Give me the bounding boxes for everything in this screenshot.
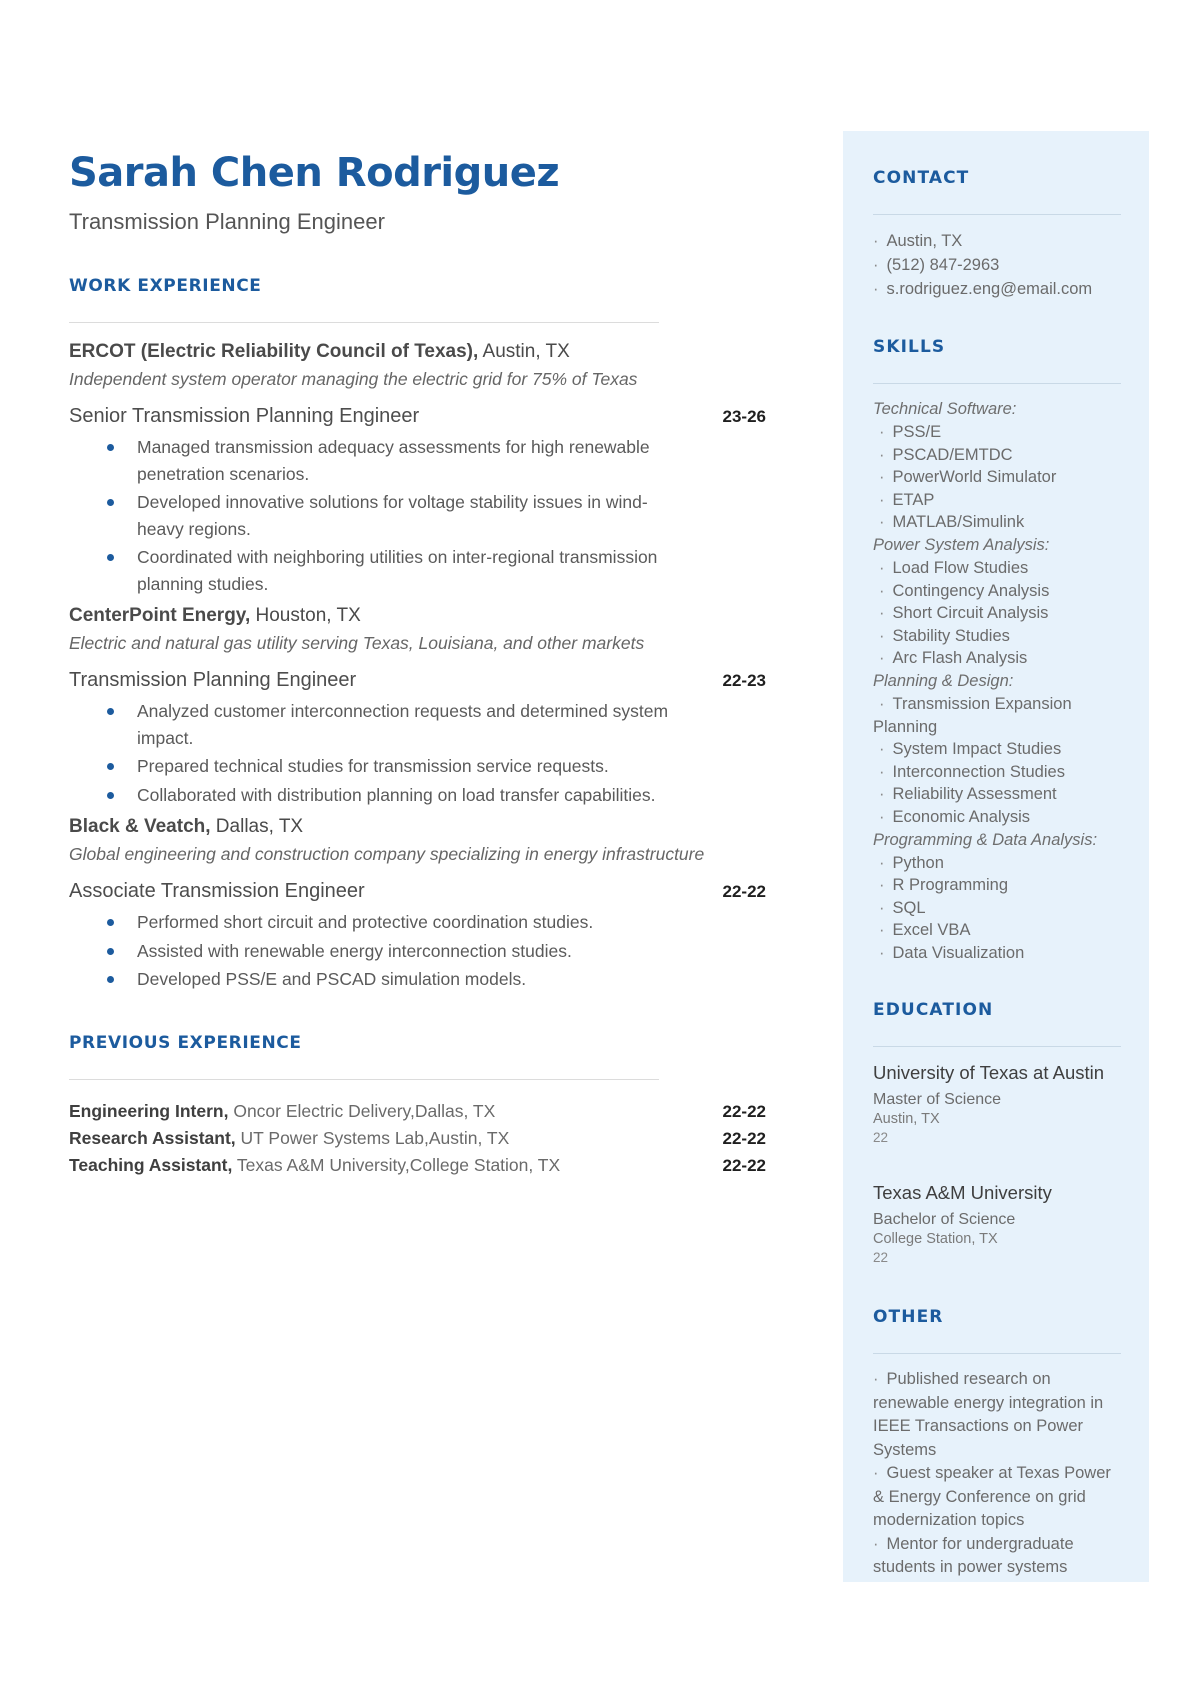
skill-item: · Python	[879, 853, 944, 872]
bullet-item: Developed PSS/E and PSCAD simulation models.	[69, 966, 669, 993]
prev-org: UT Power Systems Lab,Austin, TX	[235, 1127, 510, 1148]
other-heading: OTHER	[873, 1307, 944, 1328]
bullet-item: Developed innovative solutions for voltage stability issues in wind-heavy regions.	[69, 489, 669, 542]
sidebar-divider	[873, 383, 1121, 384]
skill-item: · Arc Flash Analysis	[879, 649, 1028, 668]
education-entry	[873, 1061, 1121, 1147]
bullet-icon: ·	[879, 626, 885, 645]
sidebar	[843, 131, 1149, 1580]
prev-experience-row	[69, 1098, 766, 1125]
other-item: · Mentor for undergraduate students in power systems	[873, 1534, 1074, 1577]
role-dates: 23-26	[722, 407, 766, 426]
company-description: Electric and natural gas utility serving Texas, Louisiana, and other markets	[69, 633, 645, 653]
role-bullets	[69, 909, 669, 993]
prev-role: Research Assistant,	[69, 1127, 236, 1148]
sidebar-divider	[873, 1046, 1121, 1047]
section-divider	[69, 1079, 659, 1080]
role-row	[69, 401, 766, 432]
other-item: · Guest speaker at Texas Power & Energy Conference on grid modernization topics	[873, 1464, 1111, 1530]
contact-phone: (512) 847-2963	[886, 256, 1000, 274]
bullet-icon: ·	[879, 513, 885, 532]
other-list	[873, 1368, 1121, 1580]
bullet-icon: ·	[879, 898, 885, 917]
company-name: ERCOT (Electric Reliability Council of Texas),	[69, 341, 479, 362]
skills-heading: SKILLS	[873, 337, 946, 357]
company-name-line	[69, 339, 766, 365]
skill-group-label: Technical Software:	[873, 400, 1017, 418]
skill-item: · Contingency Analysis	[879, 581, 1050, 600]
prev-experience-row	[69, 1125, 766, 1152]
skill-item: · PSS/E	[879, 423, 942, 441]
skill-item: · Reliability Assessment	[879, 785, 1057, 804]
bullet-icon: ·	[879, 604, 885, 623]
sidebar-content	[843, 131, 1149, 1580]
skill-item: · PSCAD/EMTDC	[879, 445, 1013, 464]
skill-item: · Load Flow Studies	[879, 558, 1029, 577]
company-name-line	[69, 814, 766, 840]
role-dates: 22-22	[722, 882, 766, 901]
graduation-year: 22	[873, 1250, 889, 1266]
prev-role: Engineering Intern,	[69, 1100, 229, 1121]
education-entry	[873, 1181, 1121, 1267]
prev-role-org	[69, 1152, 560, 1179]
bullet-icon: ·	[879, 423, 885, 441]
company-entry-centerpoint	[69, 603, 766, 808]
bullet-item: Prepared technical studies for transmission service requests.	[69, 753, 669, 780]
contact-item-location	[873, 229, 1121, 253]
degree: Master of Science	[873, 1090, 1002, 1108]
skill-item: · Transmission Expansion Planning	[873, 694, 1072, 736]
prev-dates: 22-22	[722, 1128, 766, 1148]
prev-role-org	[69, 1125, 509, 1152]
skill-item: · Excel VBA	[879, 921, 971, 940]
skill-group-label: Planning & Design:	[873, 671, 1014, 690]
bullet-icon: ·	[879, 807, 885, 826]
bullet-icon: ·	[879, 785, 885, 804]
company-name: Black & Veatch,	[69, 816, 211, 837]
main-column	[69, 148, 766, 1179]
bullet-icon: ·	[873, 1370, 879, 1389]
bullet-icon: ·	[879, 740, 885, 759]
bullet-icon: ·	[873, 280, 879, 298]
degree: Bachelor of Science	[873, 1210, 1016, 1228]
contact-location: Austin, TX	[886, 232, 963, 250]
bullet-item: Performed short circuit and protective coordination studies.	[69, 909, 669, 936]
other-item: · Published research on renewable energy integration in IEEE Transactions on Power Systems	[873, 1370, 1104, 1459]
bullet-item: Analyzed customer interconnection requests and determined system impact.	[69, 698, 669, 751]
previous-experience-list	[69, 1098, 766, 1179]
bullet-icon: ·	[879, 468, 885, 487]
prev-experience-row	[69, 1152, 766, 1179]
company-entry-ercot	[69, 339, 766, 597]
bullet-icon: ·	[879, 490, 885, 509]
bullet-icon: ·	[879, 853, 885, 872]
school-name: Texas A&M University	[873, 1182, 1052, 1204]
prev-org: Texas A&M University,College Station, TX	[232, 1154, 561, 1175]
contact-list	[873, 229, 1121, 301]
skills-list	[873, 398, 1121, 964]
sidebar-divider	[873, 1353, 1121, 1354]
bullet-icon: ·	[873, 1534, 879, 1553]
role-row	[69, 876, 766, 907]
skill-item: · MATLAB/Simulink	[879, 513, 1025, 532]
prev-role-org	[69, 1098, 495, 1125]
skill-item: · Data Visualization	[879, 943, 1025, 962]
sidebar-divider	[873, 214, 1121, 215]
contact-email: s.rodriguez.eng@email.com	[886, 280, 1093, 298]
company-entry-blackveatch	[69, 814, 766, 993]
bullet-item: Coordinated with neighboring utilities on inter-regional transmission planning studies.	[69, 544, 669, 597]
skill-group-label: Programming & Data Analysis:	[873, 830, 1098, 849]
skill-group-label: Power System Analysis:	[873, 535, 1050, 554]
role-title: Senior Transmission Planning Engineer	[69, 405, 420, 427]
candidate-title: Transmission Planning Engineer	[69, 209, 385, 234]
role-title: Associate Transmission Engineer	[69, 880, 365, 902]
skill-item: · SQL	[879, 898, 926, 917]
school-location: College Station, TX	[873, 1231, 998, 1248]
skill-item: · Short Circuit Analysis	[879, 604, 1049, 623]
company-name-line	[69, 603, 766, 629]
bullet-icon: ·	[873, 232, 879, 250]
graduation-year: 22	[873, 1130, 889, 1146]
role-dates: 22-23	[722, 671, 766, 690]
role-bullets	[69, 434, 669, 597]
company-location: Houston, TX	[250, 605, 361, 626]
contact-item-phone	[873, 253, 1121, 277]
bullet-icon: ·	[879, 558, 885, 577]
bullet-item: Managed transmission adequacy assessments for high renewable penetration scenarios.	[69, 434, 669, 487]
contact-heading: CONTACT	[873, 168, 970, 188]
bullet-icon: ·	[873, 256, 879, 274]
role-bullets	[69, 698, 669, 808]
skill-item: · Interconnection Studies	[879, 762, 1065, 781]
skill-item: · Stability Studies	[879, 626, 1010, 645]
school-location: Austin, TX	[873, 1111, 940, 1128]
company-description: Independent system operator managing the electric grid for 75% of Texas	[69, 369, 638, 389]
skill-item: · R Programming	[879, 876, 1009, 895]
prev-dates: 22-22	[722, 1101, 766, 1121]
work-experience-heading: WORK EXPERIENCE	[69, 276, 262, 296]
bullet-icon: ·	[873, 1464, 879, 1483]
bullet-item: Assisted with renewable energy interconnection studies.	[69, 938, 669, 965]
prev-org: Oncor Electric Delivery,Dallas, TX	[228, 1100, 496, 1121]
school-name: University of Texas at Austin	[873, 1062, 1105, 1084]
bullet-icon: ·	[879, 694, 885, 713]
prev-dates: 22-22	[722, 1155, 766, 1175]
bullet-icon: ·	[879, 581, 885, 600]
bullet-icon: ·	[879, 921, 885, 940]
company-location: Dallas, TX	[210, 816, 304, 837]
bullet-icon: ·	[879, 943, 885, 962]
role-title: Transmission Planning Engineer	[69, 669, 357, 691]
company-name: CenterPoint Energy,	[69, 605, 251, 626]
skill-item: · PowerWorld Simulator	[879, 468, 1057, 487]
company-description: Global engineering and construction company specializing in energy infrastructure	[69, 844, 705, 864]
bullet-icon: ·	[879, 649, 885, 668]
bullet-icon: ·	[879, 876, 885, 895]
company-location: Austin, TX	[478, 341, 570, 362]
skill-item: · System Impact Studies	[879, 740, 1062, 759]
bullet-icon: ·	[879, 445, 885, 464]
skill-item: · ETAP	[879, 490, 935, 509]
skill-item: · Economic Analysis	[879, 807, 1031, 826]
section-divider	[69, 322, 659, 323]
contact-item-email	[873, 277, 1121, 301]
bullet-item: Collaborated with distribution planning on load transfer capabilities.	[69, 782, 669, 809]
candidate-name: Sarah Chen Rodriguez	[69, 150, 560, 196]
role-row	[69, 665, 766, 696]
education-heading: EDUCATION	[873, 1000, 994, 1021]
prev-role: Teaching Assistant,	[69, 1154, 233, 1175]
bullet-icon: ·	[879, 762, 885, 781]
previous-experience-heading: PREVIOUS EXPERIENCE	[69, 1032, 302, 1053]
